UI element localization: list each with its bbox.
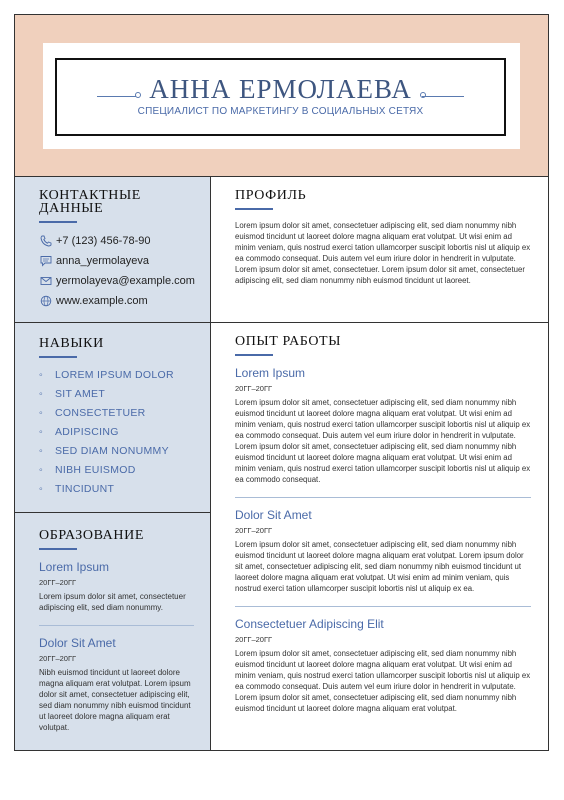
skill-item: ◦ NIBH EUISMOD bbox=[39, 461, 204, 480]
name-frame bbox=[55, 58, 506, 136]
job-date: 20ГГ–20ГГ bbox=[235, 635, 273, 644]
skill-item: ◦ SIT AMET bbox=[39, 385, 204, 404]
skill-item: ◦ LOREM IPSUM DOLOR bbox=[39, 366, 204, 385]
contacts-title-line2: ДАННЫЕ bbox=[39, 201, 104, 216]
job-text: Lorem ipsum dolor sit amet, consectetuer adipiscing elit, sed diam nonummy nibh euismod tincidunt ut laoreet dolore magna aliquam erat volutpat. Lorem ipsum dolor sit amet, consectetuer adipiscing elit, sed diam nonummy nibh euismod tincidunt ut laoreet dolore magna aliquam erat volutpat. Ut wisi enim ad minim veniam, quis nostrud exerci tation ullamcorper suscipit lobortis nisl ut aliquip ex ea. bbox=[235, 540, 524, 593]
contact-phone[interactable] bbox=[39, 231, 204, 251]
mail-icon bbox=[39, 274, 53, 288]
contact-phone-text: +7 (123) 456-78-90 bbox=[56, 235, 151, 247]
job-title: Dolor Sit Amet bbox=[235, 508, 312, 522]
job-date: 20ГГ–20ГГ bbox=[235, 384, 273, 393]
education-entry-date: 20ГГ–20ГГ bbox=[39, 654, 77, 663]
name-decor-line-right bbox=[422, 96, 464, 97]
phone-icon bbox=[39, 234, 53, 248]
contacts-title bbox=[39, 189, 204, 215]
chat-icon bbox=[39, 254, 53, 268]
contact-website-text: www.example.com bbox=[56, 295, 148, 307]
contact-email-text: yermolayeva@example.com bbox=[56, 275, 195, 287]
education-entry-date: 20ГГ–20ГГ bbox=[39, 578, 77, 587]
profile-block bbox=[235, 189, 531, 286]
skills-title: НАВЫКИ bbox=[39, 336, 104, 351]
person-name: АННА ЕРМОЛАЕВА bbox=[149, 74, 412, 104]
sidebar bbox=[15, 177, 211, 750]
education-entry-title: Lorem Ipsum bbox=[39, 560, 110, 574]
education-entry-title: Dolor Sit Amet bbox=[39, 636, 116, 650]
experience-divider bbox=[235, 606, 531, 607]
contact-messenger-text: anna_yermolayeva bbox=[56, 255, 149, 267]
experience-block bbox=[235, 335, 531, 714]
skill-item-continued: ◦ TINCIDUNT bbox=[39, 480, 204, 499]
header bbox=[15, 15, 548, 177]
job-title: Lorem Ipsum bbox=[235, 366, 306, 380]
row-separator-2 bbox=[15, 512, 211, 513]
education-entry-text: Nibh euismod tincidunt ut laoreet dolore magna aliquam erat volutpat. Lorem ipsum dolor sit amet, consectetuer adipiscing elit, sed diam nonummy nibh euismod tincidunt ut laoreet dolore magna aliquam erat volutpat. bbox=[39, 668, 191, 732]
job-text: Lorem ipsum dolor sit amet, consectetuer adipiscing elit, sed diam nonummy nibh euismod tincidunt ut laoreet dolore magna aliquam erat volutpat. Ut wisi enim ad minim veniam, quis nostrud exerci tation ullamcorper suscipit lobortis nisl ut aliquip ex ea commodo consequat. Duis autem vel eum iriure dolor in hendrerit in vulputate. Lorem ipsum dolor sit amet, consectetuer adipiscing elit, sed diam nonummy nibh euismod tincidunt ut laoreet dolore magna aliquam erat volutpat. bbox=[235, 649, 531, 713]
name-decor-dot-right bbox=[420, 92, 426, 98]
profile-text: Lorem ipsum dolor sit amet, consectetuer adipiscing elit, sed diam nonummy nibh euismod tincidunt ut laoreet dolore magna aliquam erat volutpat. Ut wisi enim ad minim veniam, quis nostrud exerci tation ullamcorper suscipit lobortis nisl ut aliquip ex ea commodo consequat. Duis autem vel eum iriure dolor in hendrerit in vulputate. Lorem ipsum dolor sit amet, consectetuer. Lorem ipsum dolor sit amet, consectetuer adipiscing elit, sed diam nonummy nibh euismod tincidunt ut laoreet. bbox=[235, 221, 531, 285]
profile-title: ПРОФИЛЬ bbox=[235, 188, 307, 203]
contacts-title-line1: КОНТАКТНЫЕ bbox=[39, 188, 141, 203]
job-title: Consectetuer Adipiscing Elit bbox=[235, 617, 384, 631]
contact-email[interactable] bbox=[39, 271, 204, 291]
job-text: Lorem ipsum dolor sit amet, consectetuer adipiscing elit, sed diam nonummy nibh euismod tincidunt ut laoreet dolore magna aliquam erat volutpat. Ut wisi enim ad minim veniam, quis nostrud exerci tation ullamcorper suscipit lobortis nisl ut aliquip ex ea commodo consequat. Duis autem vel eum iriure dolor in hendrerit in vulputate. Lorem ipsum dolor sit amet, consectetuer adipiscing elit, sed diam nonummy nibh euismod tincidunt ut laoreet dolore magna aliquam erat volutpat. Ut wisi enim ad minim veniam, quis nostrud exerci tation ullamcorper suscipit lobortis nisl ut aliquip ex ea commodo consequat. bbox=[235, 398, 531, 484]
experience-accent-line bbox=[235, 354, 273, 356]
contact-website[interactable] bbox=[39, 291, 204, 311]
resume-page bbox=[14, 14, 549, 751]
header-card bbox=[43, 43, 520, 149]
education-section bbox=[39, 529, 194, 733]
globe-icon bbox=[39, 294, 53, 308]
skills-section bbox=[39, 337, 204, 499]
job-subtitle: СПЕЦИАЛИСТ ПО МАРКЕТИНГУ В СОЦИАЛЬНЫХ СЕТЯХ bbox=[137, 106, 424, 117]
skill-item: ◦ ADIPISCING bbox=[39, 423, 204, 442]
job-date: 20ГГ–20ГГ bbox=[235, 526, 273, 535]
skill-item: ◦ CONSECTETUER bbox=[39, 404, 204, 423]
contact-messenger[interactable] bbox=[39, 251, 204, 271]
education-accent-line bbox=[39, 548, 77, 550]
education-entry-text: Lorem ipsum dolor sit amet, consectetuer adipiscing elit, sed diam nonummy. bbox=[39, 592, 186, 612]
skill-item: ◦ SED DIAM NONUMMY bbox=[39, 442, 204, 461]
row-separator-1 bbox=[15, 322, 548, 323]
profile-accent-line bbox=[235, 208, 273, 210]
education-divider bbox=[39, 625, 194, 626]
contacts-section bbox=[39, 189, 204, 311]
education-title: ОБРАЗОВАНИЕ bbox=[39, 528, 144, 543]
experience-divider bbox=[235, 497, 531, 498]
experience-title: ОПЫТ РАБОТЫ bbox=[235, 334, 342, 349]
